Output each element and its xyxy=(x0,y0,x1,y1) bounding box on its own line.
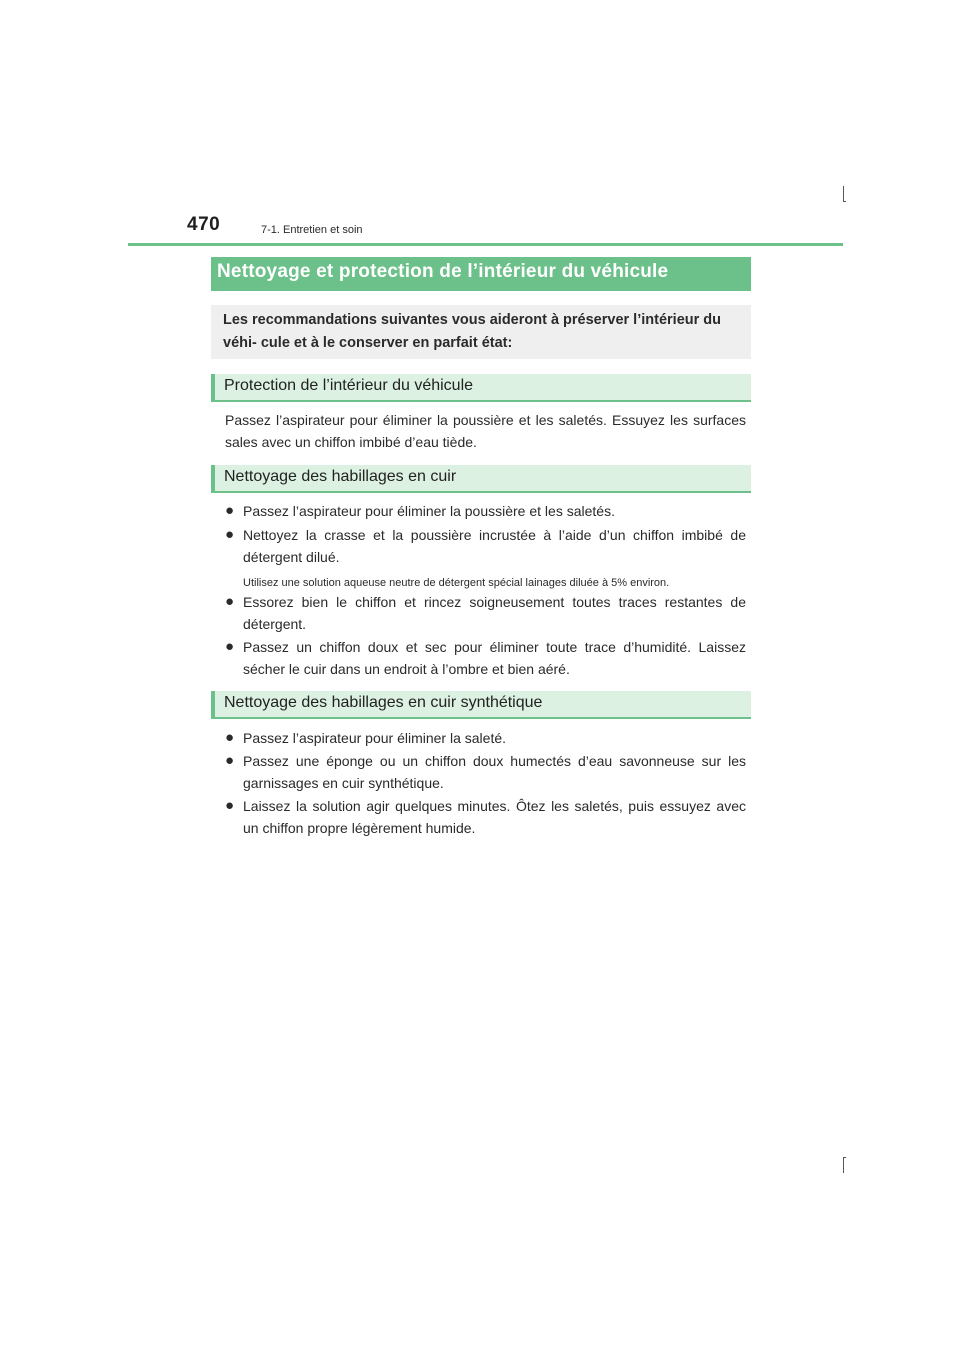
intro-box: Les recommandations suivantes vous aideront à préserver l’intérieur du véhi- cule et à le conserver en parfait état: xyxy=(211,305,751,359)
header-rule xyxy=(128,243,843,246)
crop-mark-bottom xyxy=(843,1157,844,1173)
bullet-icon: ● xyxy=(225,593,235,610)
list-item-text: Passez un chiffon doux et sec pour éliminer toute trace d’humidité. Laissez sécher le cuir dans un endroit à l’ombre et bien aéré. xyxy=(243,639,746,677)
subheading-synthetic-leather-cleaning: Nettoyage des habillages en cuir synthétique xyxy=(211,691,751,719)
bullet-icon: ● xyxy=(225,729,235,746)
subheading-interior-protection: Protection de l’intérieur du véhicule xyxy=(211,374,751,402)
bullet-icon: ● xyxy=(225,526,235,543)
leather-detergent-note: Utilisez une solution aqueuse neutre de détergent spécial lainages diluée à 5% environ. xyxy=(243,577,670,589)
bullet-icon: ● xyxy=(225,638,235,655)
list-item-text: Essorez bien le chiffon et rincez soigneusement toutes traces restantes de détergent. xyxy=(243,594,746,632)
list-item xyxy=(225,727,746,749)
subheading-leather-cleaning: Nettoyage des habillages en cuir xyxy=(211,465,751,493)
list-item xyxy=(225,500,746,522)
list-item-text: Passez l’aspirateur pour éliminer la saleté. xyxy=(243,730,507,746)
interior-protection-paragraph: Passez l’aspirateur pour éliminer la poussière et les saletés. Essuyez les surfaces sales avec un chiffon imbibé d’eau tiède. xyxy=(225,412,746,450)
page-number: 470 xyxy=(187,214,221,235)
bullet-icon: ● xyxy=(225,797,235,814)
list-item-text: Nettoyez la crasse et la poussière incrustée à l’aide d’un chiffon imbibé de détergent dilué. xyxy=(243,527,746,565)
crop-mark-top xyxy=(843,186,844,202)
list-item xyxy=(225,750,746,794)
bullet-icon: ● xyxy=(225,502,235,519)
bullet-icon: ● xyxy=(225,752,235,769)
main-title-bar xyxy=(211,257,751,291)
list-item xyxy=(225,591,746,635)
list-item-text: Passez l’aspirateur pour éliminer la poussière et les saletés. xyxy=(243,503,615,519)
list-item xyxy=(225,795,746,839)
list-item xyxy=(225,636,746,680)
list-item-text: Passez une éponge ou un chiffon doux humectés d’eau savonneuse sur les garnissages en cuir synthétique. xyxy=(243,753,746,791)
list-item xyxy=(225,524,746,568)
section-label: 7-1. Entretien et soin xyxy=(261,224,363,236)
list-item-text: Laissez la solution agir quelques minutes. Ôtez les saletés, puis essuyez avec un chiffon propre légèrement humide. xyxy=(243,798,746,836)
main-title: Nettoyage et protection de l’intérieur du véhicule xyxy=(217,261,669,282)
